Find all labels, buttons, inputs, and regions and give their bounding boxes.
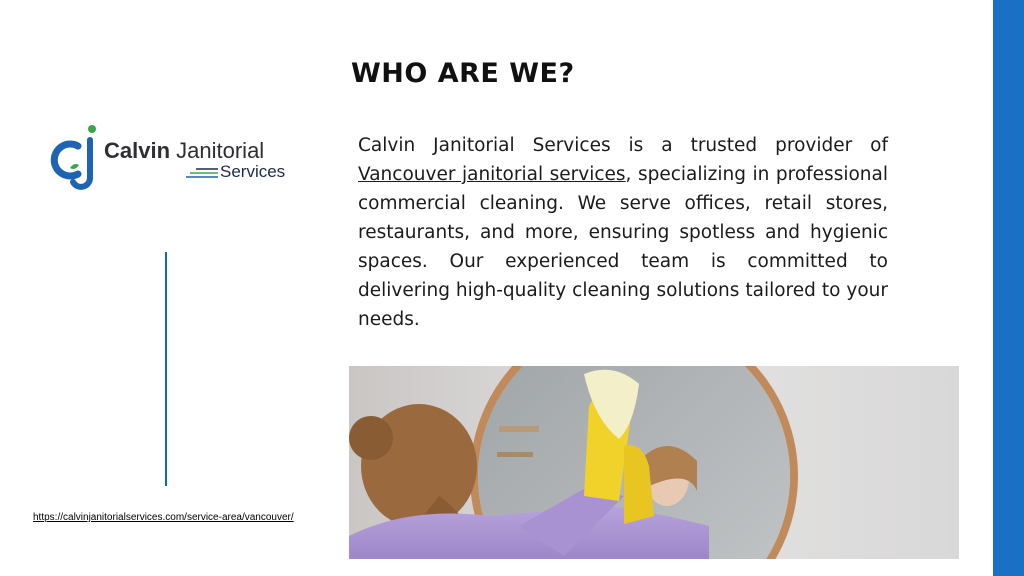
logo-subtitle: Services — [220, 162, 286, 181]
about-paragraph: Calvin Janitorial Services is a trusted provider of Vancouver janitorial services, specializing in professional commercial cleaning. We serve offices, retail stores, restaurants, and more, ensuring spotless and hygienic spaces. Our experienced team is committed to delivering high-quality cleaning solutions tailored to your needs. — [358, 135, 888, 330]
vertical-divider — [165, 252, 167, 486]
source-link[interactable]: https://calvinjanitorialservices.com/service-area/vancouver/ — [33, 512, 294, 523]
page-title: WHO ARE WE? — [351, 58, 575, 89]
right-accent-bar — [993, 0, 1024, 576]
cj-monogram-icon — [48, 124, 102, 190]
vancouver-services-link[interactable]: Vancouver janitorial services — [358, 164, 626, 185]
logo-speed-lines-icon — [186, 167, 218, 181]
cleaning-photo — [349, 366, 959, 559]
company-logo — [48, 124, 308, 194]
logo-name: Calvin Janitorial — [104, 138, 265, 163]
